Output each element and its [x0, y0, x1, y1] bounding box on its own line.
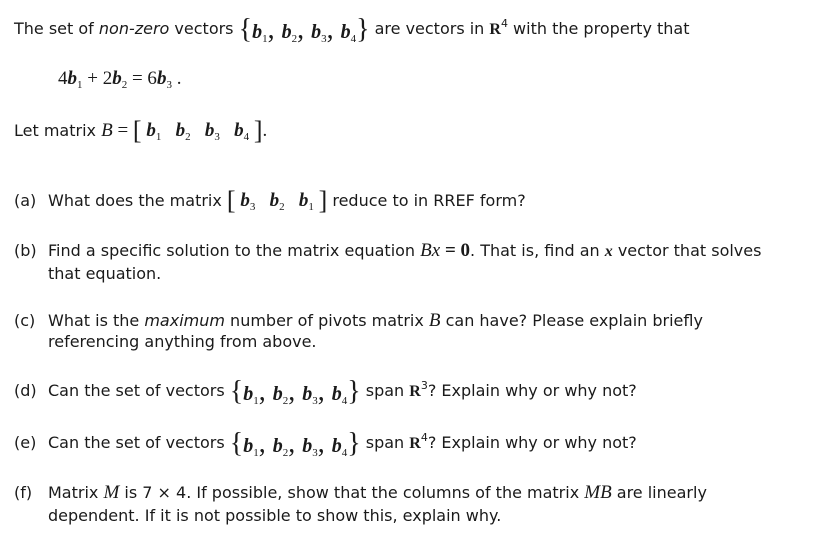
matrix-definition [14, 116, 267, 146]
intro-nonzero: non-zero [98, 19, 170, 38]
intro-text-3: are vectors in [369, 19, 490, 38]
matrix-def-text: Let matrix [14, 121, 102, 140]
matrix-name: B [101, 120, 113, 141]
question-a-text-2: reduce to in RREF form? [327, 191, 526, 210]
question-b-text-2: . That is, find an [470, 241, 605, 260]
matrix-b: B [428, 310, 441, 331]
question-b-line-2: that equation. [48, 264, 162, 283]
question-a-label: (a) [14, 191, 37, 210]
question-f-text-3: are linearly [611, 483, 707, 502]
intro-text: The set of [14, 19, 99, 38]
question-b-text-3: vector that solves [612, 241, 762, 260]
space-exponent-e: 4 [420, 431, 428, 444]
question-c [14, 310, 703, 332]
space-exponent: 4 [500, 17, 508, 30]
real-space-d: R [409, 383, 421, 400]
question-f-line-2: dependent. If it is not possible to show this, explain why. [48, 506, 502, 525]
matrix-eq: = [112, 120, 133, 141]
vector-set-d: {$b_1$, $b_2$, $b_3$, $b_4$} [229, 376, 361, 407]
question-f [14, 482, 707, 504]
matrix-m: M [103, 482, 120, 503]
question-a-text: What does the matrix [48, 191, 227, 210]
matrix-b3-b2-b1: [ $b_3$ $b_2$ $b_1$ ] [226, 186, 328, 215]
question-d-label: (d) [14, 381, 37, 400]
question-d-text-2: span [360, 381, 410, 400]
question-a [14, 186, 526, 216]
question-e-text-2: span [360, 433, 410, 452]
real-space-e: R [409, 435, 421, 452]
question-e-text-3: ? Explain why or why not? [427, 433, 637, 452]
vector-set: {$b_1$, $b_2$, $b_3$, $b_4$} [238, 14, 370, 45]
maximum-word: maximum [144, 311, 225, 330]
space-exponent-d: 3 [420, 379, 428, 392]
question-c-text-3: can have? Please explain briefly [440, 311, 703, 330]
zero-vector: = 0 [440, 240, 471, 261]
question-d-text-3: ? Explain why or why not? [427, 381, 637, 400]
question-e-label: (e) [14, 433, 37, 452]
question-b-label: (b) [14, 241, 37, 260]
intro-line [14, 14, 690, 46]
question-d [14, 376, 637, 408]
question-b-text: Find a specific solution to the matrix equation [48, 241, 421, 260]
question-c-text: What is the [48, 311, 145, 330]
intro-text-2: vectors [169, 19, 239, 38]
question-c-text-2: number of pivots matrix [224, 311, 429, 330]
equation: $4b_1 + 2b_2 = 6b_3$ . [58, 68, 182, 91]
intro-text-4: with the property that [507, 19, 690, 38]
matrix-mb: MB [584, 482, 612, 503]
question-f-label: (f) [14, 483, 33, 502]
vector-set-e: {$b_1$, $b_2$, $b_3$, $b_4$} [229, 428, 361, 459]
question-d-text: Can the set of vectors [48, 381, 230, 400]
real-space: R [489, 21, 501, 38]
matrix-columns: [ $b_1$ $b_2$ $b_3$ $b_4$ ]. [132, 116, 268, 145]
question-c-label: (c) [14, 311, 36, 330]
question-e-text: Can the set of vectors [48, 433, 230, 452]
question-e [14, 428, 637, 460]
question-f-text: Matrix [48, 483, 104, 502]
bx-expr: Bx [420, 240, 441, 261]
question-f-text-2: is 7 × 4. If possible, show that the columns of the matrix [119, 483, 585, 502]
x-vector: x [604, 243, 613, 260]
question-b [14, 240, 761, 262]
question-c-line-2: referencing anything from above. [48, 332, 317, 351]
